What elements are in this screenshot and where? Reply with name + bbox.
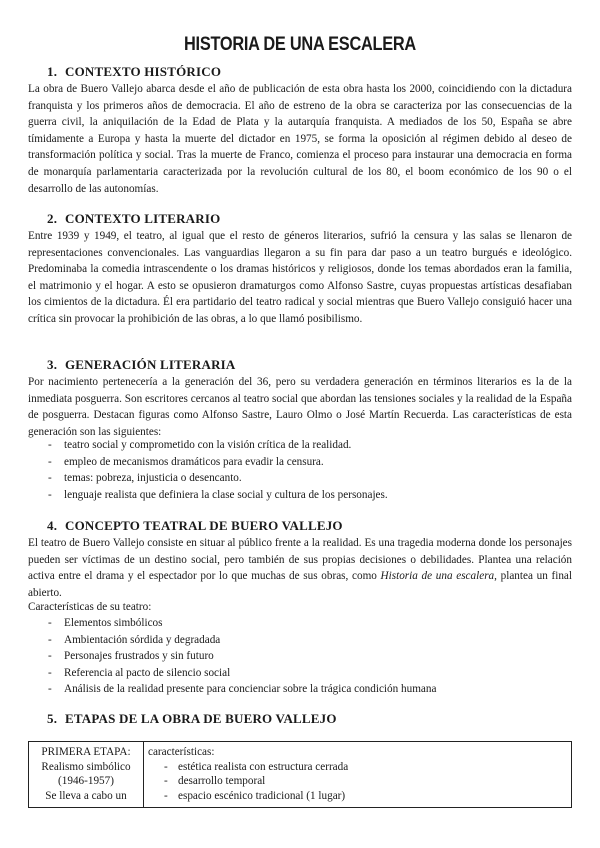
- list-item: - Personajes frustrados y sin futuro: [28, 648, 572, 665]
- document-title: HISTORIA DE UNA ESCALERA: [184, 34, 416, 55]
- table-row: [29, 742, 572, 808]
- list-item: - desarrollo temporal: [148, 774, 567, 789]
- list-item: - temas: pobreza, injusticia o desencanto.: [28, 470, 572, 487]
- section-3-list: [28, 437, 572, 503]
- section-2-paragraph: Entre 1939 y 1949, el teatro, al igual que el resto de géneros literarios, sufrió la censura y las salas se llenaron de representaciones convencionales. Las vanguardias llegaron a su fin para dar paso a un teatro burgués e ideológico. Predominaba la comedia intrascendente o los dramas históricos y religiosos, donde los temas abordados eran la familia, el matrimonio y el hogar. A esto se opusieron dramaturgos como Alfonso Sastre, cuyas propuestas artísticas desafiaban los cimientos de la dictadura. Él era partidario del teatro radical y social mientras que Buero Vallejo consiguió hacer una crítica sin provocar la prohibición de las obras, a lo que llamó posibilismo.: [28, 230, 572, 325]
- list-item: - Ambientación sórdida y degradada: [28, 632, 572, 649]
- list-item: - empleo de mecanismos dramáticos para evadir la censura.: [28, 454, 572, 471]
- list-item: - Elementos simbólicos: [28, 615, 572, 632]
- section-3-heading: 3. GENERACIÓN LITERARIA: [47, 357, 236, 372]
- section-4-heading: 4. CONCEPTO TEATRAL DE BUERO VALLEJO: [47, 518, 343, 533]
- list-item: - teatro social y comprometido con la visión crítica de la realidad.: [28, 437, 572, 454]
- list-item: - estética realista con estructura cerrada: [148, 760, 567, 775]
- list-item: - espacio escénico tradicional (1 lugar): [148, 789, 567, 804]
- section-2-heading: 2. CONTEXTO LITERARIO: [47, 211, 221, 226]
- section-4-subhead: Características de su teatro:: [28, 601, 152, 613]
- work-title: Historia de una escalera: [380, 570, 495, 583]
- section-4-list: [28, 615, 572, 698]
- characteristics-cell: características: - estética realista con estructura cerrada - desarrollo temporal - espacio escénico tradicional (1 lugar): [144, 742, 572, 808]
- list-item: - Referencia al pacto de silencio social: [28, 665, 572, 682]
- section-5-heading: 5. ETAPAS DE LA OBRA DE BUERO VALLEJO: [47, 711, 337, 726]
- section-3-paragraph: Por nacimiento pertenecería a la generación del 36, pero su verdadera generación en términos literarios es la de la inmediata posguerra. Son escritores cercanos al teatro social que abordan las tensiones sociales y la realidad de la España de posguerra. Destacan figuras como Alfonso Sastre, Lauro Olmo o José Martín Recuerda. Las características de esta generación son las siguientes:: [28, 376, 572, 438]
- section-4-paragraph: El teatro de Buero Vallejo consiste en situar al público frente a la realidad. Es una tragedia moderna donde los personajes pueden ser víctimas de un destino social, pero también de sus propias decisiones o debilidades. Plantea una relación activa entre el drama y el espectador por lo que muchas de sus obras, como Historia de una escalera, plantea un final abierto.: [28, 537, 572, 599]
- list-item: - lenguaje realista que definiera la clase social y cultura de los personajes.: [28, 487, 572, 504]
- stage-cell: PRIMERA ETAPA: Realismo simbólico (1946-1957) Se lleva a cabo un: [29, 742, 144, 808]
- characteristics-list: [148, 760, 567, 804]
- section-1-heading: 1. CONTEXTO HISTÓRICO: [47, 64, 222, 79]
- stages-table: [28, 741, 572, 808]
- section-1-paragraph: La obra de Buero Vallejo abarca desde el año de publicación de esta obra hasta los 2000, coincidiendo con la dictadura franquista y los primeros años de democracia. El año de estreno de la obra se caracteriza por las consecuencias de la guerra civil, la aniquilación de la Edad de Plata y la autarquía franquista. A mediados de los 50, España se abre tímidamente a Europa y hasta la muerte del dictador en 1975, se forma la oposición al régimen debido al deseo de transformación política y social. Tras la muerte de Franco, comienza el proceso para instaurar una democracia en forma de monarquía parlamentaria caracterizada por la revolución cultural de los 80, el boom económico de los 90 o el desarrollo de las autonomías.: [28, 83, 572, 195]
- list-item: - Análisis de la realidad presente para concienciar sobre la trágica condición humana: [28, 681, 572, 698]
